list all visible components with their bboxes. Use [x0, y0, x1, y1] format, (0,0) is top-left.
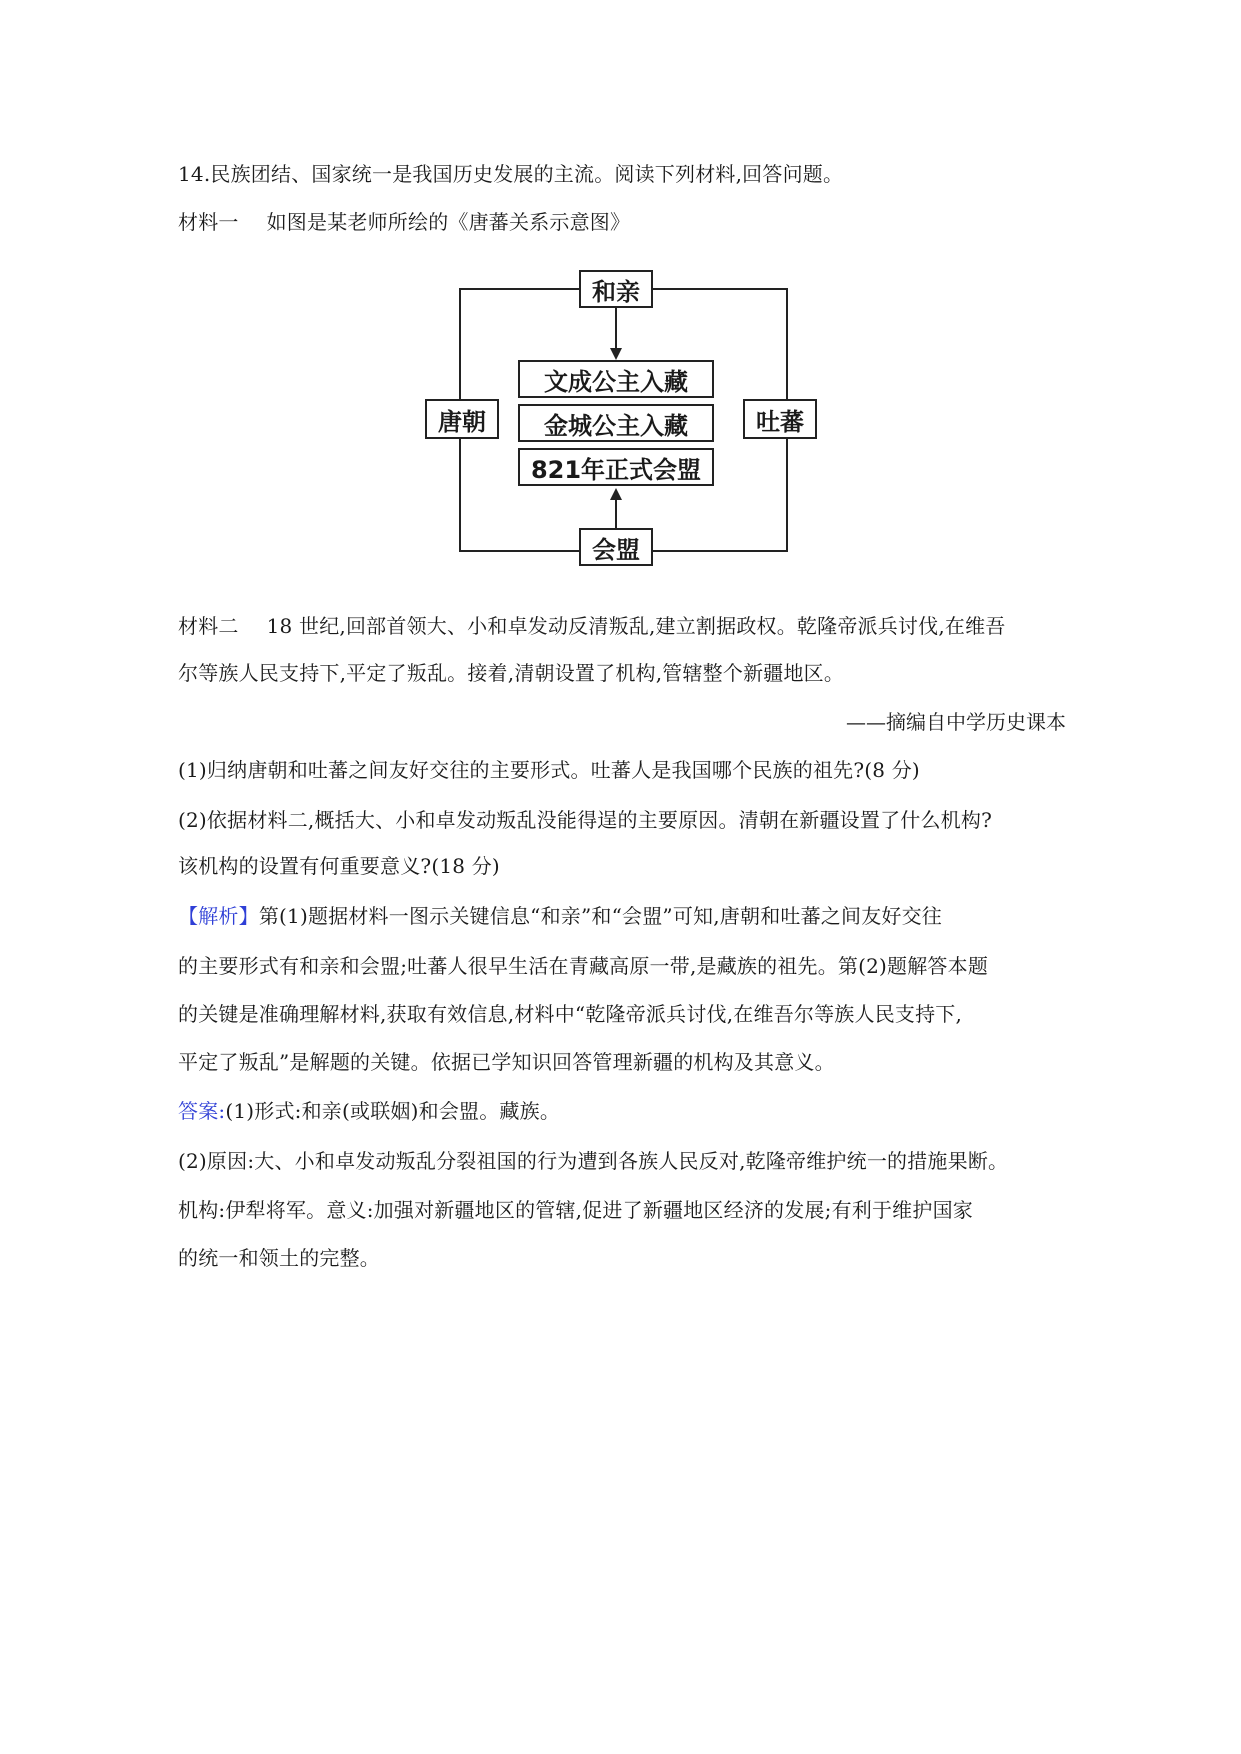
analysis-text-1: 第(1)题据材料一图示关键信息“和亲”和“会盟”可知,唐朝和吐蕃之间友好交往	[258, 904, 942, 928]
answer-text-1: (1)形式:和亲(或联姻)和会盟。藏族。	[225, 1099, 561, 1123]
diagram-box-top: 和亲	[579, 270, 653, 308]
answer-line-1	[178, 1097, 560, 1125]
material-1-text: 如图是某老师所绘的《唐蕃关系示意图》	[266, 210, 631, 234]
question-stem: 14.民族团结、国家统一是我国历史发展的主流。阅读下列材料,回答问题。	[178, 162, 844, 186]
material-2-text-1: 18 世纪,回部首领大、小和卓发动反清叛乱,建立割据政权。乾隆帝派兵讨伐,在维吾	[266, 614, 1006, 638]
material-1-line	[178, 208, 630, 236]
analysis-line-2: 的主要形式有和亲和会盟;吐蕃人很早生活在青藏高原一带,是藏族的祖先。第(2)题解答本题	[178, 954, 989, 978]
diagram-box-left: 唐朝	[425, 399, 499, 439]
arrow-up-shaft	[615, 498, 617, 528]
diagram-box-bottom: 会盟	[579, 528, 653, 566]
arrow-down-head	[610, 348, 622, 360]
answer-line-3: 机构:伊犁将军。意义:加强对新疆地区的管辖,促进了新疆地区经济的发展;有利于维护国家	[178, 1198, 973, 1222]
material-2-source: ——摘编自中学历史课本	[846, 710, 1066, 734]
diagram-item-1: 文成公主入藏	[518, 360, 714, 398]
material-2-label: 材料二	[178, 614, 239, 638]
diagram-box-right: 吐蕃	[743, 399, 817, 439]
answer-line-2: (2)原因:大、小和卓发动叛乱分裂祖国的行为遭到各族人民反对,乾隆帝维护统一的措施果断。	[178, 1149, 1009, 1173]
question-2-line-2: 该机构的设置有何重要意义?(18 分)	[178, 854, 500, 878]
answer-label: 答案:	[178, 1099, 226, 1123]
material-2-line-2: 尔等族人民支持下,平定了叛乱。接着,清朝设置了机构,管辖整个新疆地区。	[178, 661, 845, 685]
arrow-down-shaft	[615, 308, 617, 350]
answer-line-4: 的统一和领土的完整。	[178, 1246, 380, 1270]
question-2-line-1: (2)依据材料二,概括大、小和卓发动叛乱没能得逞的主要原因。清朝在新疆设置了什么机构?	[178, 808, 993, 832]
diagram-item-2: 金城公主入藏	[518, 404, 714, 442]
question-1: (1)归纳唐朝和吐蕃之间友好交往的主要形式。吐蕃人是我国哪个民族的祖先?(8 分)	[178, 758, 920, 782]
analysis-line-3: 的关键是准确理解材料,获取有效信息,材料中“乾隆帝派兵讨伐,在维吾尔等族人民支持下,	[178, 1002, 963, 1026]
analysis-line-4: 平定了叛乱”是解题的关键。依据已学知识回答管理新疆的机构及其意义。	[178, 1050, 835, 1074]
tang-tubo-relation-diagram	[438, 270, 804, 575]
analysis-label: 【解析】	[178, 904, 259, 928]
material-2-line-1	[178, 612, 1006, 640]
diagram-item-3: 821年正式会盟	[518, 448, 714, 486]
material-1-label: 材料一	[178, 210, 239, 234]
analysis-line-1	[178, 902, 942, 930]
